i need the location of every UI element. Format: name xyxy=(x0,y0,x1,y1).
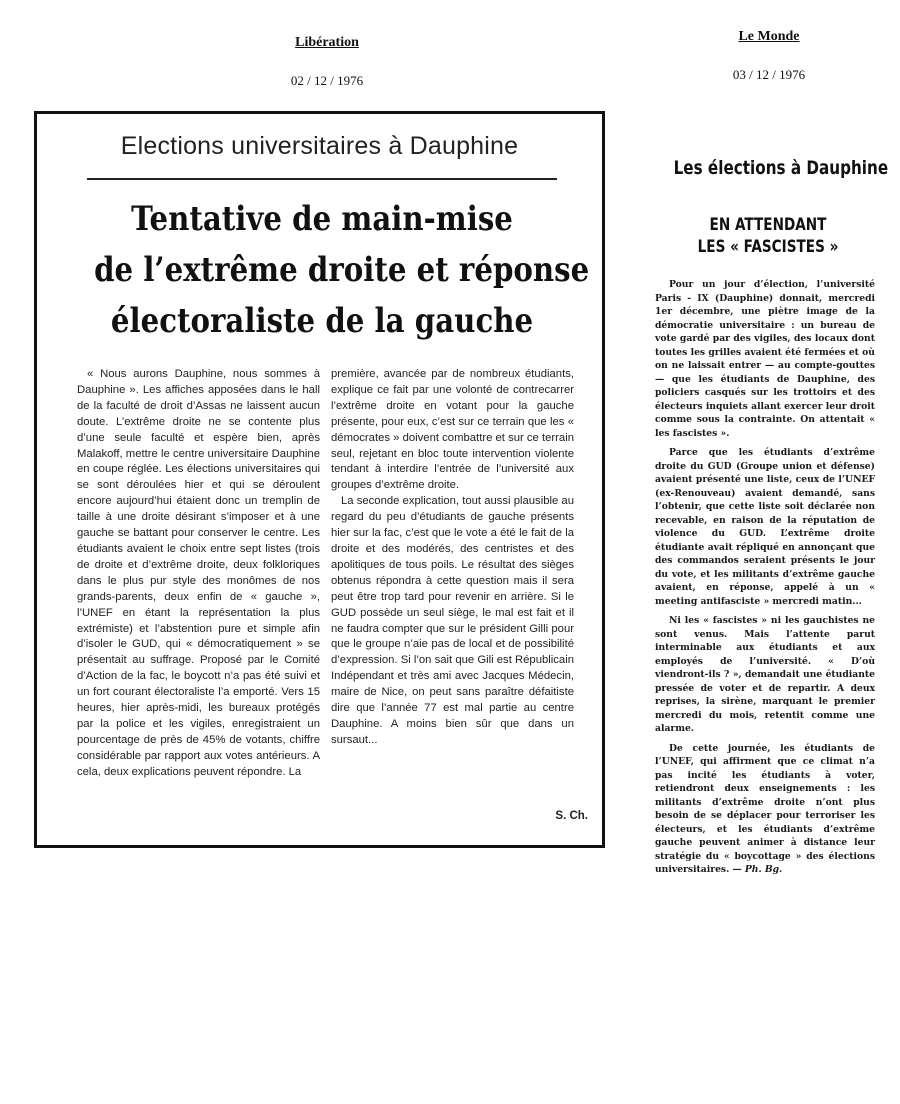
lemonde-title: Les élections à Dauphine xyxy=(673,157,889,179)
date-lemonde: 03 / 12 / 1976 xyxy=(732,67,806,82)
headline-line: électoraliste de la gauche xyxy=(110,301,534,341)
subtitle-line: EN ATTENDANT xyxy=(709,215,827,235)
article-paragraph: Pour un jour d’élection, l’université Paris - IX (Dauphine) donnait, mercredi 1er décembre, une piètre image de la démocratie universitaire : un bureau de vote gardé par des vigiles, des locaux dont toutes les grilles avaient été fermées et où on ne laissait entrer — au compte-gouttes — que les étudiants de Dauphine, des policiers casqués sur les trottoirs et des électeurs inquiets allant exercer leur droit comme sous la contrainte. On attentait « les fascistes ». xyxy=(655,279,875,439)
section-divider xyxy=(87,178,557,180)
liberation-header xyxy=(262,35,392,89)
headline-line: Tentative de main-mise xyxy=(131,199,513,239)
article-paragraph: « Nous aurons Dauphine, nous sommes à Dauphine ». Les affiches apposées dans le hall de la faculté de droit d’Assas ne laissent aucun doute. L’extrême droite ne se contente plus d’une seule faculté et espère bien, après Malakoff, mettre le centre universitaire Dauphine en coupe réglée. Les élections universitaires qui se sont déroulées hier et qui se déroulent encore aujourd’hui étaient donc un tremplin de taille à une droite désirant s’imposer et à une gauche se battant pour conserver le centre. Les étudiants avaient le choix entre sept listes (trois de droite et d’extrême droite, deux folkloriques dans le plus pur style des monômes de nos grands-parents, deux enfin de « gauche », l’UNEF en étant la représentation la plus extrémiste) et l’abstention pure et simple afin d’isoler le GUD, qui « démocratiquement » se présentait au suffrage. Proposé par le Comité d’Action de la fac, le boycott n’a pas été suivi et un fort courant électoraliste l’a emporté. Vers 15 heures, hier après-midi, les bureaux protégés par la police et les vigiles, enregistraient un pourcentage de près de 45% de votants, chiffre considérable par rapport aux votes antérieurs. A cela, deux explications peuvent répondre. La xyxy=(77,368,320,778)
article-headline xyxy=(94,194,590,347)
newspaper-name-lemonde: Le Monde xyxy=(738,29,800,44)
liberation-clipping xyxy=(34,111,605,848)
headline-line: de l’extrême droite et réponse xyxy=(94,250,590,290)
article-paragraph: Ni les « fascistes » ni les gauchistes ne sont venus. Mais l’attente parut interminable aux étudiants et aux employés de l’université. « D’où viendront-ils ? », demandait une étudiante pressée de voter et de repartir. A deux reprises, la sirène, marquant le premier mercredi du mois, retentit comme une alarme. xyxy=(655,615,875,734)
article-paragraph: Parce que les étudiants d’extrême droite du GUD (Groupe union et défense) avaient présenté une liste, ceux de l’UNEF (ex-Renouveau) avaient demandé, sans l’obtenir, que cette liste soit déclarée non recevable, en raison de la réputation de violence du GUD. L’extrême droite étudiante avait répliqué en annonçant que des commandos seraient présents le jour du vote, et les militants d’extrême gauche avaient, en réponse, appelé à un « meeting antifasciste » mercredi matin... xyxy=(655,447,875,607)
subtitle-line: LES « FASCISTES » xyxy=(697,237,839,257)
article-column-2 xyxy=(331,367,574,749)
lemonde-header xyxy=(704,29,834,83)
paragraph-text: De cette journée, les étudiants de l’UNEF, qui affirment que ce climat n’a pas incité les étudiants à voter, retiendront deux enseignements : les militants d’extrême droite n’ont plus besoin de se déplacer pour terroriser les électeurs, et les étudiants d’extrême gauche peuvent animer à distance leur stratégie du « boycottage » des élections universitaires. xyxy=(655,742,875,875)
author-signature: — Ph. Bg. xyxy=(732,864,783,875)
article-paragraph xyxy=(655,742,875,877)
lemonde-subtitle xyxy=(674,214,863,258)
section-title: Elections universitaires à Dauphine xyxy=(120,132,519,160)
article-column-1 xyxy=(77,367,320,781)
newspaper-name-liberation: Libération xyxy=(295,35,359,50)
lemonde-article-body xyxy=(655,278,875,883)
date-liberation: 02 / 12 / 1976 xyxy=(290,73,364,88)
article-paragraph: La seconde explication, tout aussi plausible au regard du peu d’étudiants de gauche présents hier sur la fac, c’est que le vote a été le fait de la droite et des modérés, des centristes et des apolitiques de tous poils. Le résultat des sièges obtenus répondra à cette question mais il sera peut être trop tard pour revenir en arrière. Si le GUD possède un seul siège, le mal est fait et il ne faudra compter que sur le président Gilli pour que le groupe n’aie pas de local et de possibilité d’expression. Si l’on sait que Gili est Républicain Indépendant et très ami avec Jacques Médecin, maire de Nice, on peut sans paraître défaitiste dire que l’année 77 est mal partie au centre Dauphine. A moins bien sûr que dans un sursaut... xyxy=(331,495,575,746)
article-paragraph: première, avancée par de nombreux étudiants, explique ce fait par une volonté de contrecarrer l’extrême droite en votant pour la gauche présente, pour eux, c’est sur ce terrain que les « démocrates » doivent combattre et sur ce terrain seul, rejetant en bloc toute intervention violente tendant à interdire l’entrée de l’université aux groupes d’extrême droite. xyxy=(331,368,574,492)
author-signature: S. Ch. xyxy=(555,810,588,822)
